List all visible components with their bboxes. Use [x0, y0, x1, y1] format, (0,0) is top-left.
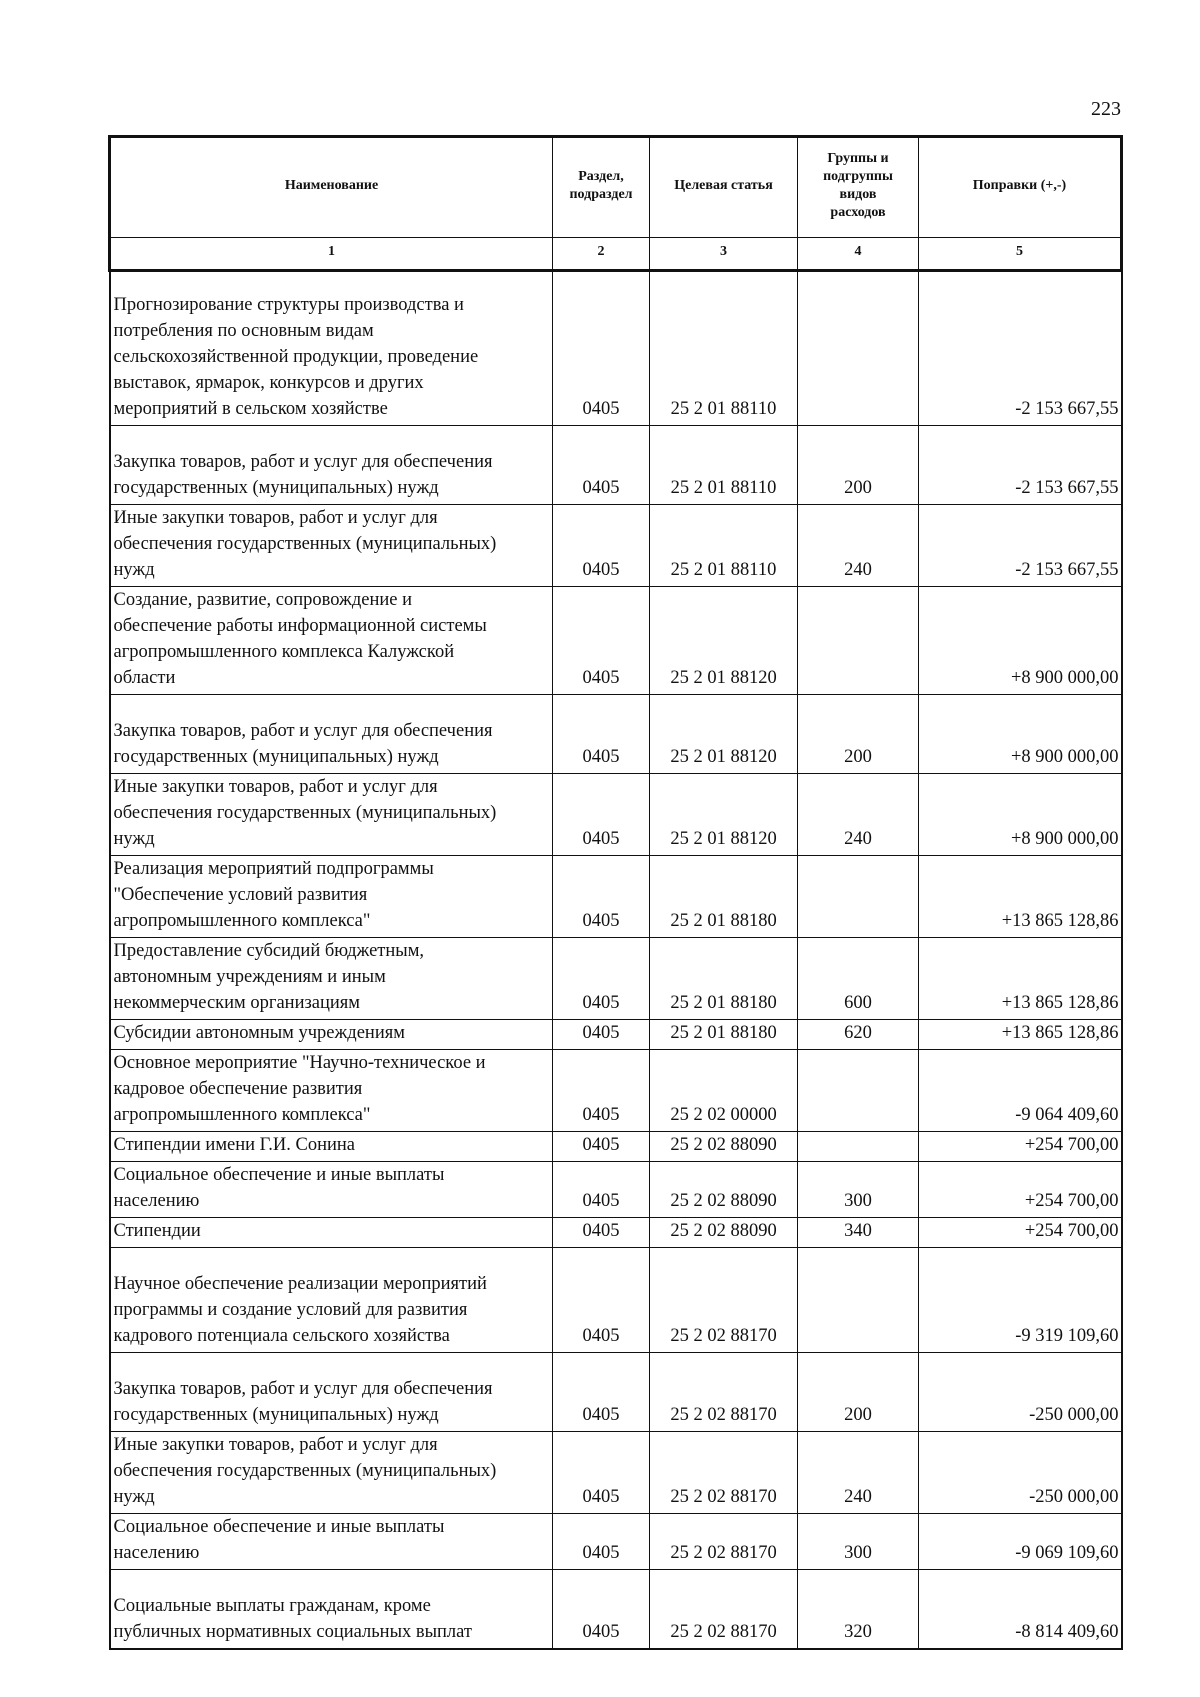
table-row — [110, 1218, 1122, 1248]
header-section: Раздел, подраздел — [553, 137, 650, 238]
row-section: 0405 — [553, 856, 650, 938]
budget-amendments-table — [108, 135, 1123, 1650]
row-section: 0405 — [553, 1432, 650, 1514]
row-name: Социальное обеспечение и иные выплаты населению — [110, 1514, 553, 1570]
row-name: Предоставление субсидий бюджетным, автономным учреждениям и иным некоммерческим организациям — [110, 938, 553, 1020]
row-section: 0405 — [553, 505, 650, 587]
row-target-article: 25 2 02 00000 — [650, 1050, 798, 1132]
row-section: 0405 — [553, 695, 650, 774]
row-amount: +13 865 128,86 — [919, 938, 1122, 1020]
row-expense-group: 200 — [798, 695, 919, 774]
table-row — [110, 587, 1122, 695]
page-number: 223 — [1091, 98, 1121, 120]
row-amount: +254 700,00 — [919, 1162, 1122, 1218]
row-section: 0405 — [553, 587, 650, 695]
row-name: Основное мероприятие "Научно-техническое и кадровое обеспечение развития агропромышленного комплекса" — [110, 1050, 553, 1132]
row-amount: +254 700,00 — [919, 1218, 1122, 1248]
row-target-article: 25 2 01 88120 — [650, 695, 798, 774]
row-target-article: 25 2 02 88170 — [650, 1570, 798, 1649]
row-name: Создание, развитие, сопровождение и обеспечение работы информационной системы агропромышленного комплекса Калужской области — [110, 587, 553, 695]
row-section: 0405 — [553, 1248, 650, 1353]
header-number: 4 — [798, 238, 919, 271]
row-name: Иные закупки товаров, работ и услуг для обеспечения государственных (муниципальных) нужд — [110, 1432, 553, 1514]
table-row — [110, 1248, 1122, 1353]
row-name: Закупка товаров, работ и услуг для обеспечения государственных (муниципальных) нужд — [110, 695, 553, 774]
row-expense-group: 300 — [798, 1162, 919, 1218]
row-section: 0405 — [553, 271, 650, 426]
row-name: Социальное обеспечение и иные выплаты населению — [110, 1162, 553, 1218]
row-name: Иные закупки товаров, работ и услуг для обеспечения государственных (муниципальных) нужд — [110, 505, 553, 587]
table-row — [110, 426, 1122, 505]
row-section: 0405 — [553, 938, 650, 1020]
row-name: Стипендии — [110, 1218, 553, 1248]
row-name: Социальные выплаты гражданам, кроме публичных нормативных социальных выплат — [110, 1570, 553, 1649]
row-expense-group — [798, 1132, 919, 1162]
row-target-article: 25 2 01 88180 — [650, 1020, 798, 1050]
row-target-article: 25 2 02 88090 — [650, 1132, 798, 1162]
row-name: Научное обеспечение реализации мероприятий программы и создание условий для развития кадрового потенциала сельского хозяйства — [110, 1248, 553, 1353]
row-target-article: 25 2 01 88180 — [650, 938, 798, 1020]
row-target-article: 25 2 02 88170 — [650, 1353, 798, 1432]
table-row — [110, 1162, 1122, 1218]
row-expense-group: 340 — [798, 1218, 919, 1248]
row-expense-group: 600 — [798, 938, 919, 1020]
row-amount: -2 153 667,55 — [919, 505, 1122, 587]
row-amount: -250 000,00 — [919, 1353, 1122, 1432]
row-amount: -2 153 667,55 — [919, 426, 1122, 505]
table-row — [110, 271, 1122, 426]
table-row — [110, 1570, 1122, 1649]
row-name: Иные закупки товаров, работ и услуг для обеспечения государственных (муниципальных) нужд — [110, 774, 553, 856]
table-row — [110, 1020, 1122, 1050]
header-name: Наименование — [110, 137, 553, 238]
header-number: 2 — [553, 238, 650, 271]
row-name: Закупка товаров, работ и услуг для обеспечения государственных (муниципальных) нужд — [110, 1353, 553, 1432]
row-name: Закупка товаров, работ и услуг для обеспечения государственных (муниципальных) нужд — [110, 426, 553, 505]
row-section: 0405 — [553, 774, 650, 856]
row-section: 0405 — [553, 1050, 650, 1132]
row-target-article: 25 2 02 88090 — [650, 1162, 798, 1218]
row-target-article: 25 2 01 88110 — [650, 505, 798, 587]
row-expense-group — [798, 271, 919, 426]
row-name: Реализация мероприятий подпрограммы "Обеспечение условий развития агропромышленного комплекса" — [110, 856, 553, 938]
table-row — [110, 1432, 1122, 1514]
row-target-article: 25 2 02 88170 — [650, 1248, 798, 1353]
row-expense-group: 200 — [798, 426, 919, 505]
row-expense-group — [798, 587, 919, 695]
row-target-article: 25 2 01 88110 — [650, 271, 798, 426]
table-row — [110, 938, 1122, 1020]
row-target-article: 25 2 02 88170 — [650, 1514, 798, 1570]
row-expense-group — [798, 1050, 919, 1132]
row-expense-group: 300 — [798, 1514, 919, 1570]
header-number-row — [110, 238, 1122, 271]
table-row — [110, 695, 1122, 774]
row-amount: -2 153 667,55 — [919, 271, 1122, 426]
header-number: 3 — [650, 238, 798, 271]
row-expense-group: 240 — [798, 1432, 919, 1514]
row-amount: -9 064 409,60 — [919, 1050, 1122, 1132]
table-row — [110, 1132, 1122, 1162]
row-target-article: 25 2 01 88120 — [650, 774, 798, 856]
row-amount: -9 319 109,60 — [919, 1248, 1122, 1353]
row-amount: +8 900 000,00 — [919, 587, 1122, 695]
row-amount: +8 900 000,00 — [919, 774, 1122, 856]
row-target-article: 25 2 02 88170 — [650, 1432, 798, 1514]
row-expense-group — [798, 856, 919, 938]
row-expense-group: 240 — [798, 505, 919, 587]
header-expense-group: Группы и подгруппы видов расходов — [798, 137, 919, 238]
header-target: Целевая статья — [650, 137, 798, 238]
row-section: 0405 — [553, 426, 650, 505]
table-row — [110, 505, 1122, 587]
row-section: 0405 — [553, 1020, 650, 1050]
row-expense-group: 620 — [798, 1020, 919, 1050]
row-name: Стипендии имени Г.И. Сонина — [110, 1132, 553, 1162]
row-name: Прогнозирование структуры производства и потребления по основным видам сельскохозяйственной продукции, проведение выставок, ярмарок, конкурсов и других мероприятий в сельском хозяйстве — [110, 271, 553, 426]
row-expense-group: 320 — [798, 1570, 919, 1649]
row-amount: +254 700,00 — [919, 1132, 1122, 1162]
header-row — [110, 137, 1122, 238]
row-target-article: 25 2 01 88180 — [650, 856, 798, 938]
row-section: 0405 — [553, 1218, 650, 1248]
row-expense-group: 200 — [798, 1353, 919, 1432]
row-amount: -9 069 109,60 — [919, 1514, 1122, 1570]
row-expense-group — [798, 1248, 919, 1353]
row-amount: +13 865 128,86 — [919, 856, 1122, 938]
table-row — [110, 774, 1122, 856]
row-amount: +8 900 000,00 — [919, 695, 1122, 774]
row-section: 0405 — [553, 1353, 650, 1432]
header-number: 5 — [919, 238, 1122, 271]
table-row — [110, 1353, 1122, 1432]
row-section: 0405 — [553, 1570, 650, 1649]
row-target-article: 25 2 01 88110 — [650, 426, 798, 505]
table-row — [110, 1050, 1122, 1132]
row-expense-group: 240 — [798, 774, 919, 856]
row-section: 0405 — [553, 1162, 650, 1218]
row-amount: -250 000,00 — [919, 1432, 1122, 1514]
table-body — [110, 271, 1122, 1649]
row-amount: -8 814 409,60 — [919, 1570, 1122, 1649]
table-row — [110, 856, 1122, 938]
header-amendments: Поправки (+,-) — [919, 137, 1122, 238]
row-target-article: 25 2 02 88090 — [650, 1218, 798, 1248]
header-number: 1 — [110, 238, 553, 271]
table-row — [110, 1514, 1122, 1570]
row-section: 0405 — [553, 1132, 650, 1162]
row-target-article: 25 2 01 88120 — [650, 587, 798, 695]
row-section: 0405 — [553, 1514, 650, 1570]
row-name: Субсидии автономным учреждениям — [110, 1020, 553, 1050]
row-amount: +13 865 128,86 — [919, 1020, 1122, 1050]
